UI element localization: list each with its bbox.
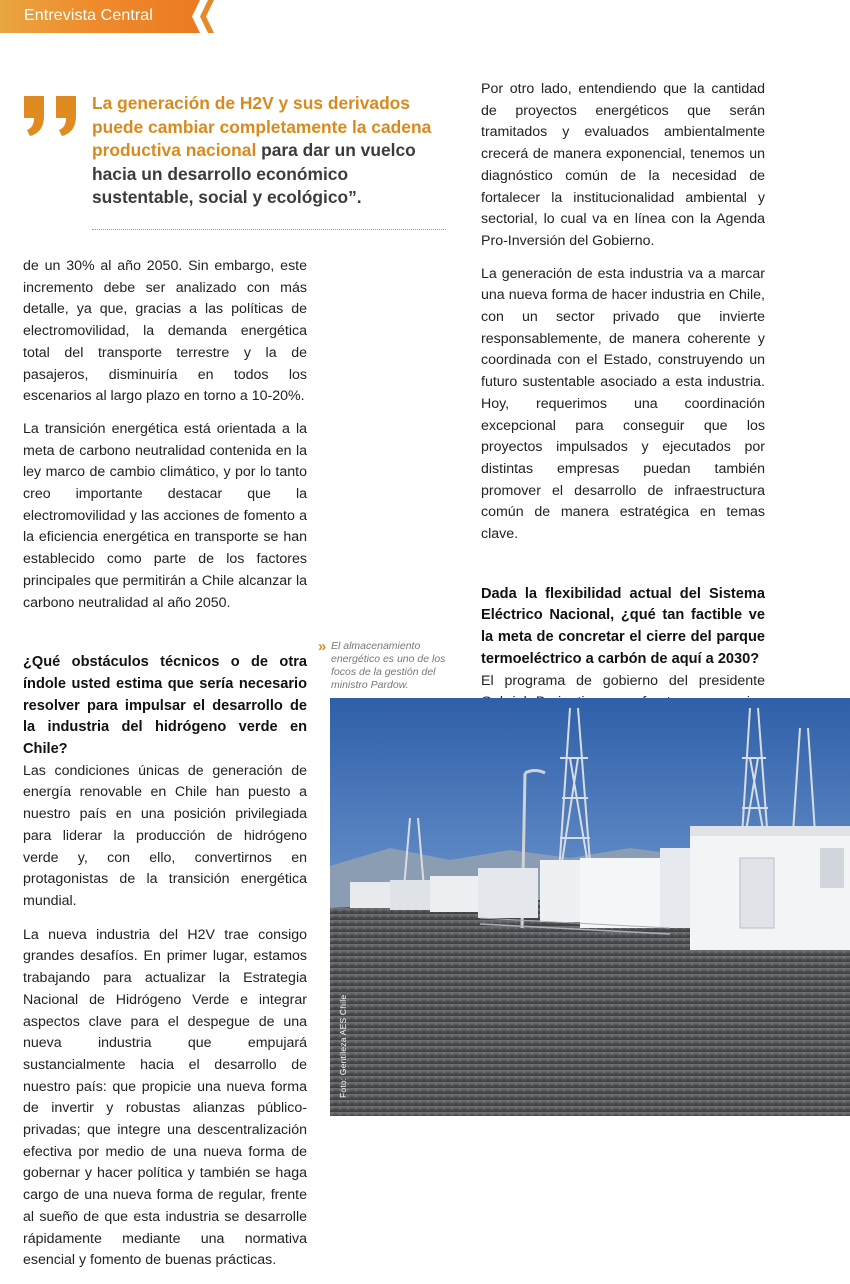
paragraph: La transición energética está orientada a la meta de carbono neutralidad contenida en la ley marco de cambio climático, y por lo tanto creo importante destacar que la electromovilidad y las acciones de fomento a la eficiencia energética en transporte se han establecido como parte de los factores principales que permitirán a Chile alcanzar la carbono neutralidad al año 2050.: [23, 420, 307, 611]
paragraph: Las condiciones únicas de generación de energía renovable en Chile han puesto a nuestro país en una posición privilegiada para liderar la producción de hidrógeno verde y, con ello, convertirnos en protagonistas de la transición energética mundial.: [23, 762, 307, 909]
pull-quote-highlight: La generación de H2V y sus derivados puede cambiar completamente la cadena productiva nacional: [92, 93, 432, 161]
chevron-right-icon: »: [318, 638, 327, 655]
left-column: [23, 256, 307, 1284]
paragraph: de un 30% al año 2050. Sin embargo, este incremento debe ser analizado con más detalle, ya que, gracias a las políticas de electromovilidad, la demanda energética total del transporte terrestre y la de pasajeros, disminuiría en todos los escenarios al largo plazo en torno a 10-20%.: [23, 258, 307, 405]
photo-credit: Foto: Gentileza AES Chile: [338, 994, 348, 1098]
section-tab: [0, 0, 216, 33]
photo-caption: [318, 638, 461, 692]
quote-mark-icon: [22, 94, 80, 138]
interview-question: ¿Qué obstáculos técnicos o de otra índole usted estima que sería necesario resolver para impulsar el desarrollo de la industria del hidrógeno verde en Chile?: [23, 654, 307, 758]
caption-text: El almacenamiento energético es uno de los focos de la gestión del ministro Pardow.: [331, 640, 446, 691]
paragraph: La nueva industria del H2V trae consigo grandes desafíos. En primer lugar, estamos trabajando para actualizar la Estrategia Nacional de Hidrógeno Verde e integrar aspectos clave para el despegue de una nueva industria que empujará sustancialmente hacia el desarrollo de nuestro país: que propicie una nueva forma de invertir y robustas alianzas público-privadas; que integre una descentralización efectiva por medio de una nueva forma de gobernar y hacer política y también se haga cargo de una nueva forma de regular, frente al sueño de que esta industria se desarrolle rápidamente mediante una normativa esencial y fomento de buenas prácticas.: [23, 926, 307, 1269]
divider: [92, 229, 446, 230]
pull-quote: [92, 92, 448, 210]
interview-question: Dada la flexibilidad actual del Sistema Eléctrico Nacional, ¿qué tan factible ve la meta de concretar el cierre del parque termoeléctrico a carbón de aquí a 2030?: [481, 585, 765, 667]
chevron-left-icon: [198, 0, 216, 33]
paragraph: El programa de gobierno del presidente: [481, 672, 765, 689]
pull-quote-rest: para dar un vuelco hacia un desarrollo económico sustentable, social y ecológico”.: [92, 140, 416, 208]
paragraph: La generación de esta industria va a marcar una nueva forma de hacer industria en Chile, con un sector privado que invierte responsablemente, de manera coherente y coordinada con el Estado, construyendo un futuro sustentable asociado a esta industria. Hoy, requerimos una coordinación excepcional para conseguir que los proyectos impulsados y ejecutados por distintas empresas puedan también promover el desarrollo de infraestructura común de manera estratégica en temas clave.: [481, 265, 765, 543]
section-label: Entrevista Central: [24, 7, 153, 24]
photo-energy-storage: [330, 698, 850, 1116]
paragraph: Por otro lado, entendiendo que la cantidad de proyectos energéticos que serán tramitados y evaluados ambientalmente crecerá de manera exponencial, tenemos un diagnóstico común de la necesidad de fortalecer la institucionalidad ambiental y sectorial, lo cual va en línea con la Agenda Pro-Inversión del Gobierno.: [481, 81, 765, 249]
